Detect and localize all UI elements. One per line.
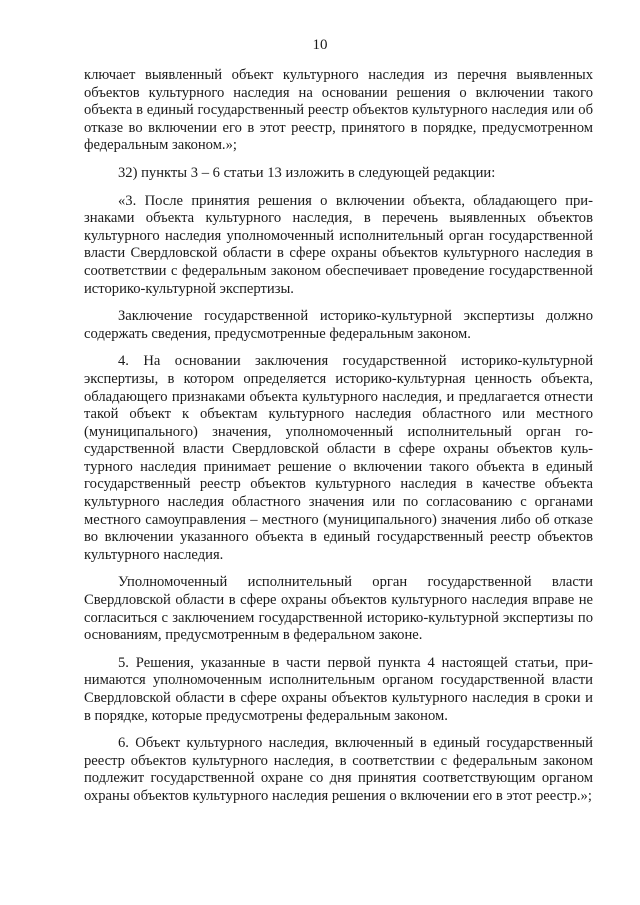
paragraph-point-6: 6. Объект культурного наследия, включенный в единый государственный реестр объектов культурного наследия, в соответствии с федеральным законом подлежит государственной охране со дня принятия соответствующим органом охраны объектов культурного наследия решения о включении его в этот реестр.»; [84,735,593,804]
paragraph-point-3: «3. После принятия решения о включении объекта, обладающего признаками объекта культурного наследия, в перечень выявленных объектов культурного наследия уполномоченный исполнительный орган государственной власти Свердловской области в сфере охраны объектов культурного наследия в соответствии с федеральным законом обеспечивает проведение государственной историко-культурной экспертизы. [84,192,593,297]
paragraph-item-32: 32) пункты 3 – 6 статьи 13 изложить в следующей редакции: [118,164,496,181]
document-body [84,67,593,816]
page-number: 10 [312,37,328,53]
paragraph-point-4: 4. На основании заключения государственной историко-культурной экспертизы, в котором определяется историко-культурная ценность объекта, обладающего признаками объекта культурного наследия, и предлагается отнести такой объект к объектам культурного наследия областного или местного (муниципального) значения, уполномоченный исполнительный орган государственной власти Свердловской области в сфере охраны объектов культурного наследия принимает решение о включении такого объекта в единый государственный реестр объектов культурного наследия в качестве объекта культурного наследия областного значения или по согласованию с органами местного самоуправления – местного (муниципального) значения либо об отказе во включении указанного объекта в единый государственный реестр объектов культурного наследия. [84,353,593,563]
paragraph-point-5: 5. Решения, указанные в части первой пункта 4 настоящей статьи, принимаются уполномоченным исполнительным органом государственной власти Свердловской области в сфере охраны объектов культурного наследия в сроки и в порядке, которые предусмотрены федеральным законом. [84,654,593,724]
paragraph-continuation: ключает выявленный объект культурного наследия из перечня выявленных объектов культурного наследия на основании решения о включении такого объекта в единый государственный реестр объектов культурного наследия или об отказе во включении его в этот реестр, принятого в порядке, предусмотренном федеральным законом.»; [84,67,593,154]
paragraph-disagreement: Уполномоченный исполнительный орган государственной власти Свердловской области в сфере охраны объектов культурного наследия вправе не согласиться с заключением государственной историко-культурной экспертизы по основаниям, предусмотренным в федеральном законе. [84,574,593,644]
paragraph-expertise-conclusion: Заключение государственной историко-культурной экспертизы должно содержать сведения, предусмотренные федеральным законом. [84,308,593,342]
